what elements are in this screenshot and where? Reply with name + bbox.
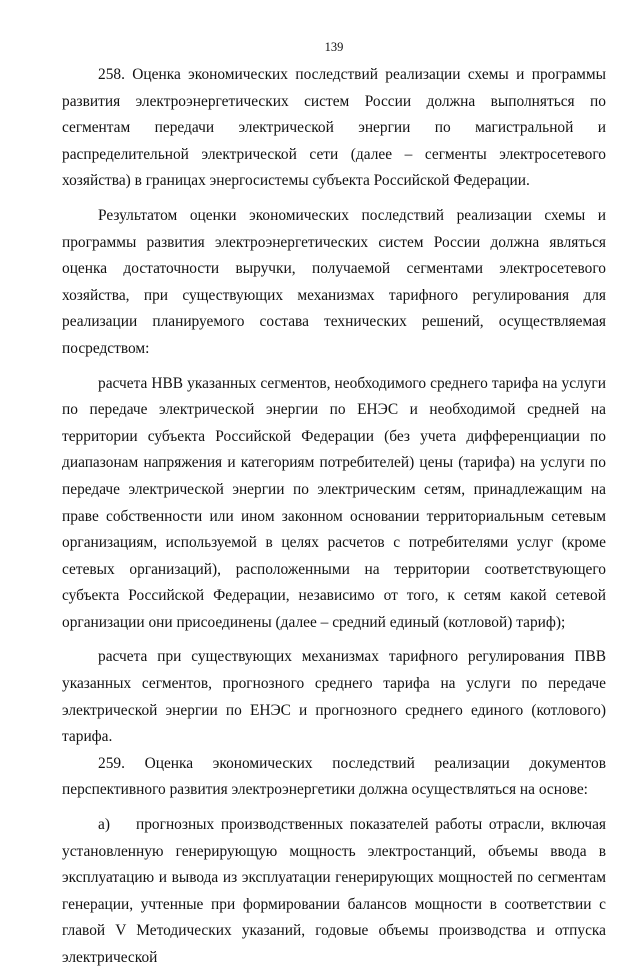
document-body [62, 62, 606, 972]
list-item-a-marker: а) [98, 816, 110, 834]
paragraph-pvv-calculation: расчета при существующих механизмах тарифного регулирования ПВВ указанных сегментов, прогнозного среднего тарифа на услуги по передаче электрической энергии по ЕНЭС и прогнозного среднего единого (котлового) тарифа. [62, 648, 606, 746]
paragraph-258: 258. Оценка экономических последствий реализации схемы и программы развития электроэнергетических систем России должна выполняться по сегментам передачи электрической энергии по магистральной и распределительной электрической сети (далее – сегменты электросетевого хозяйства) в границах энергосистемы субъекта Российской Федерации. [62, 66, 606, 190]
paragraph-nvv-calculation: расчета НВВ указанных сегментов, необходимого среднего тарифа на услуги по передаче электрической энергии по ЕНЭС и необходимой средней на территории субъекта Российской Федерации (без учета дифференциации по диапазонам напряжения и категориям потребителей) цены (тарифа) на услуги по передаче электрической энергии по электрическим сетям, принадлежащим на праве собственности или ином законном основании территориальным сетевым организациям, используемой в целях расчетов с потребителями услуг (кроме сетевых организаций), расположенными на территории соответствующего субъекта Российской Федерации, независимо от того, к сетям какой сетевой организации они присоединены (далее – средний единый (котловой) тариф); [62, 374, 606, 631]
paragraph-259: 259. Оценка экономических последствий реализации документов перспективного развития электроэнергетики должна осуществляться на основе: [62, 754, 606, 799]
paragraph-result: Результатом оценки экономических последствий реализации схемы и программы развития электроэнергетических систем России должна являться оценка достаточности выручки, получаемой сегментами электросетевого хозяйства, при существующих механизмах тарифного регулирования для реализации планируемого состава технических решений, осуществляемая посредством: [62, 206, 606, 357]
list-item-a-text: прогнозных производственных показателей работы отрасли, включая установленную генерирующую мощность электростанций, объемы ввода в эксплуатацию и вывода из эксплуатации генерирующих мощностей по сегментам генерации, учтенные при формировании балансов мощности в соответствии с главой V Методических указаний, годовые объемы производства и отпуска электрической [62, 816, 606, 966]
list-item-a [62, 812, 606, 972]
document-page [62, 0, 606, 966]
page-number: 139 [324, 40, 344, 54]
